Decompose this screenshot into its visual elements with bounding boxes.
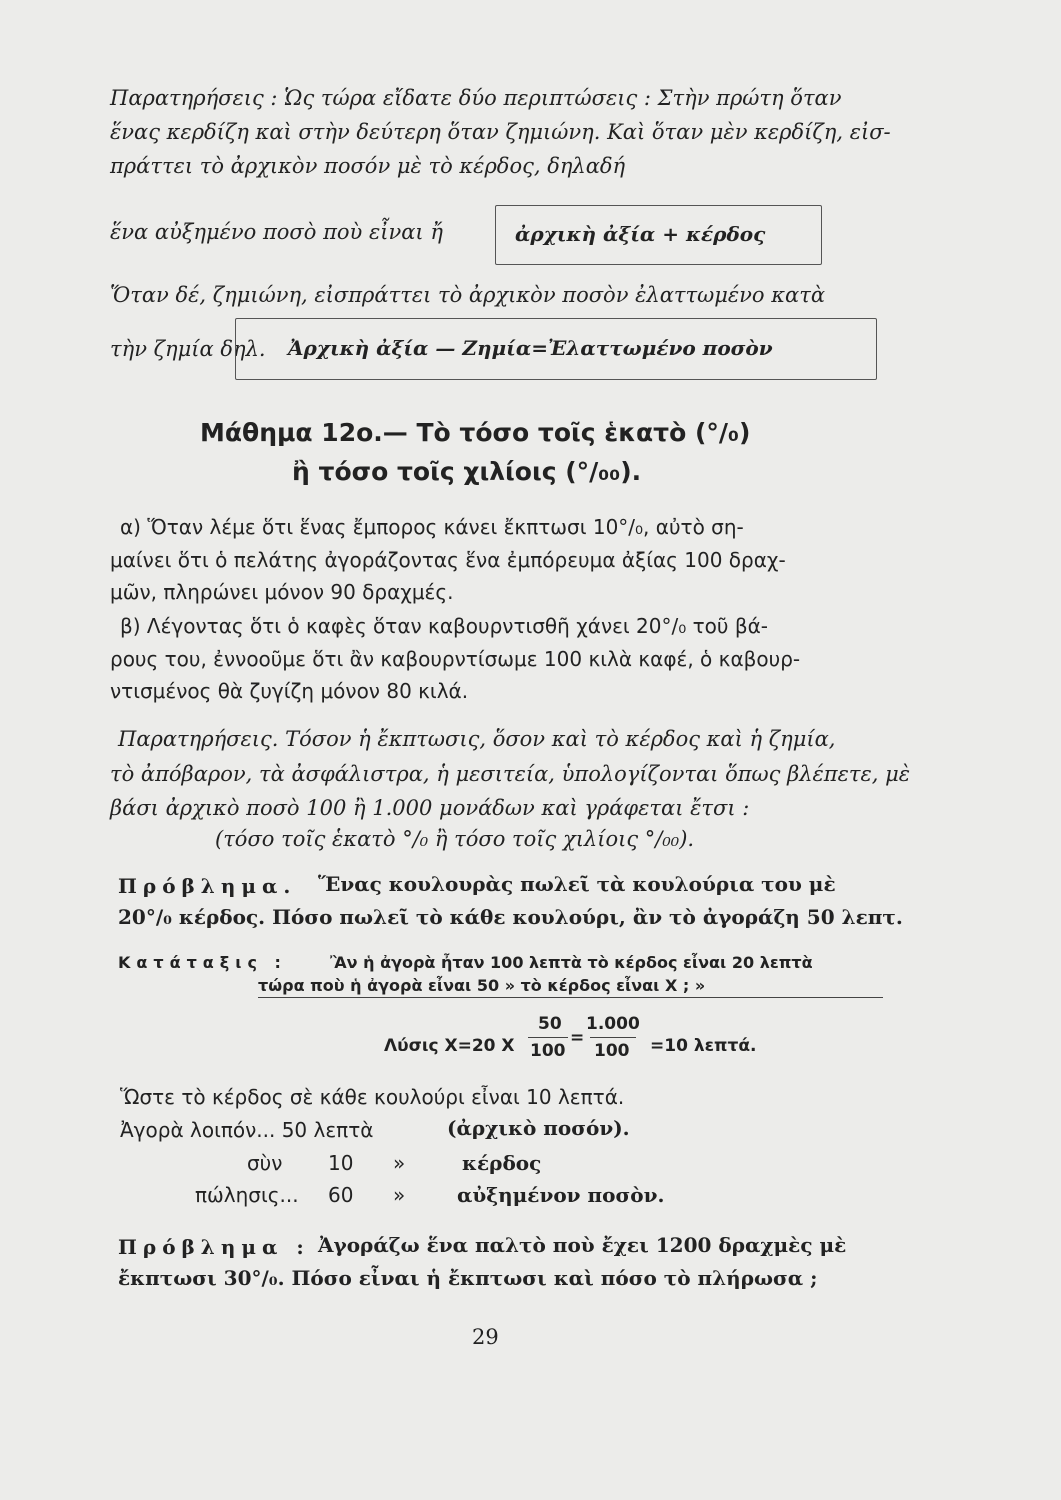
remarks-line-3: βάσι ἀρχικὸ ποσὸ 100 ἢ 1.000 μονάδων καὶ γράφεται ἔτσι :: [110, 796, 750, 820]
solution-result: =10 λεπτά.: [650, 1036, 757, 1056]
intro-line-1: Παρατηρήσεις : Ὡς τώρα εἴδατε δύο περιπτώσεις : Στὴν πρώτη ὅταν: [110, 86, 842, 110]
intro-line-4: ἕνα αὐξημένο ποσὸ ποὺ εἶναι ἤ: [110, 220, 443, 244]
intro-line-2: ἕνας κερδίζη καὶ στὴν δεύτερη ὅταν ζημιώνη. Καὶ ὅταν μὲν κερδίζη, εἰσ-: [110, 120, 891, 144]
problem-1-line-1: Ἕνας κουλουρὰς πωλεῖ τὰ κουλούρια του μὲ: [318, 872, 836, 896]
classification-underline: [258, 997, 883, 998]
example-a-line-3: μῶν, πληρώνει μόνον 90 δραχμές.: [110, 580, 454, 604]
conclusion-plus-note: κέρδος: [462, 1151, 542, 1175]
problem-1-line-2: 20°/₀ κέρδος. Πόσο πωλεῖ τὸ κάθε κουλούρι, ἂν τὸ ἀγοράζη 50 λεπτ.: [118, 905, 903, 929]
intro-line-5: Ὅταν δέ, ζημιώνη, εἰσπράττει τὸ ἀρχικὸν ποσὸν ἐλαττωμένο κατὰ: [110, 283, 826, 307]
fraction-2-bar: [590, 1037, 636, 1038]
fraction-1-bar: [528, 1037, 568, 1038]
example-b-line-3: ντισμένος θὰ ζυγίζη μόνον 80 κιλά.: [110, 679, 469, 703]
fraction-2-denominator: 100: [594, 1041, 630, 1061]
conclusion-sale-note: αὐξημένον ποσὸν.: [457, 1183, 665, 1207]
example-b-line-2: ρους του, ἐννοοῦμε ὅτι ἂν καβουρντίσωμε 100 κιλὰ καφέ, ὁ καβουρ-: [110, 647, 801, 671]
lesson-title-1: Μάθημα 12ο.— Τὸ τόσο τοῖς ἑκατὸ (°/₀): [200, 418, 751, 447]
conclusion-purchase: Ἀγορὰ λοιπόν... 50 λεπτὰ: [120, 1118, 374, 1142]
lesson-title-2: ἢ τόσο τοῖς χιλίοις (°/₀₀).: [292, 457, 642, 486]
intro-line-6: τὴν ζημία δηλ.: [110, 337, 266, 361]
conclusion-sale-label: πώλησις...: [195, 1183, 299, 1207]
classification-label: Κατάταξις :: [118, 953, 287, 972]
remarks-line-2: τὸ ἀπόβαρον, τὰ ἀσφάλιστρα, ἡ μεσιτεία, ὑπολογίζονται ὅπως βλέπετε, μὲ: [110, 762, 911, 786]
problem-1-label: Πρόβλημα.: [118, 874, 297, 898]
conclusion-sale-value: 60: [328, 1183, 354, 1207]
conclusion-plus-value: 10: [328, 1151, 354, 1175]
conclusion-plus-label: σὺν: [247, 1151, 283, 1175]
problem-2-label: Πρόβλημα :: [118, 1235, 310, 1259]
example-a-line-1: α) Ὅταν λέμε ὅτι ἕνας ἔμπορος κάνει ἔκπτωσι 10°/₀, αὐτὸ ση-: [120, 515, 744, 539]
conclusion-line-1: Ὥστε τὸ κέρδος σὲ κάθε κουλούρι εἶναι 10 λεπτά.: [120, 1085, 625, 1109]
example-a-line-2: μαίνει ὅτι ὁ πελάτης ἀγοράζοντας ἕνα ἐμπόρευμα ἀξίας 100 δραχ-: [110, 548, 786, 572]
problem-2-line-1: Ἀγοράζω ἕνα παλτὸ ποὺ ἔχει 1200 δραχμὲς μὲ: [318, 1233, 847, 1257]
formula-decrease: Ἀρχικὴ ἀξία — Ζημία=Ἐλαττωμένο ποσὸν: [288, 336, 773, 360]
intro-line-3: πράττει τὸ ἀρχικὸν ποσόν μὲ τὸ κέρδος, δηλαδή: [110, 154, 626, 178]
solution-label: Λύσις Χ=20 Χ: [384, 1036, 515, 1056]
conclusion-plus-ditto: »: [393, 1151, 406, 1175]
example-b-line-1: β) Λέγοντας ὅτι ὁ καφὲς ὅταν καβουρντισθῆ χάνει 20°/₀ τοῦ βά-: [120, 614, 768, 638]
classification-line-1: Ἂν ἡ ἀγορὰ ἦταν 100 λεπτὰ τὸ κέρδος εἶναι 20 λεπτὰ: [330, 953, 813, 972]
fraction-2-numerator: 1.000: [586, 1014, 640, 1034]
conclusion-purchase-note: (ἀρχικὸ ποσόν).: [447, 1116, 630, 1140]
fraction-1-denominator: 100: [530, 1041, 566, 1061]
problem-2-line-2: ἔκπτωσι 30°/₀. Πόσο εἶναι ἡ ἔκπτωσι καὶ πόσο τὸ πλήρωσα ;: [118, 1266, 818, 1290]
classification-line-2: τώρα ποὺ ἡ ἀγορὰ εἶναι 50 » τὸ κέρδος εἶναι Χ ; »: [258, 976, 706, 995]
fraction-1-numerator: 50: [538, 1014, 562, 1034]
remarks-line-1: Παρατηρήσεις. Τόσον ἡ ἔκπτωσις, ὅσον καὶ τὸ κέρδος καὶ ἡ ζημία,: [118, 727, 836, 751]
page-number: 29: [472, 1325, 499, 1349]
equals-sign: =: [570, 1028, 585, 1048]
conclusion-sale-ditto: »: [393, 1183, 406, 1207]
remarks-line-4: (τόσο τοῖς ἑκατὸ °/₀ ἢ τόσο τοῖς χιλίοις °/₀₀).: [215, 827, 695, 851]
formula-increase: ἀρχικὴ ἀξία + κέρδος: [515, 222, 766, 246]
